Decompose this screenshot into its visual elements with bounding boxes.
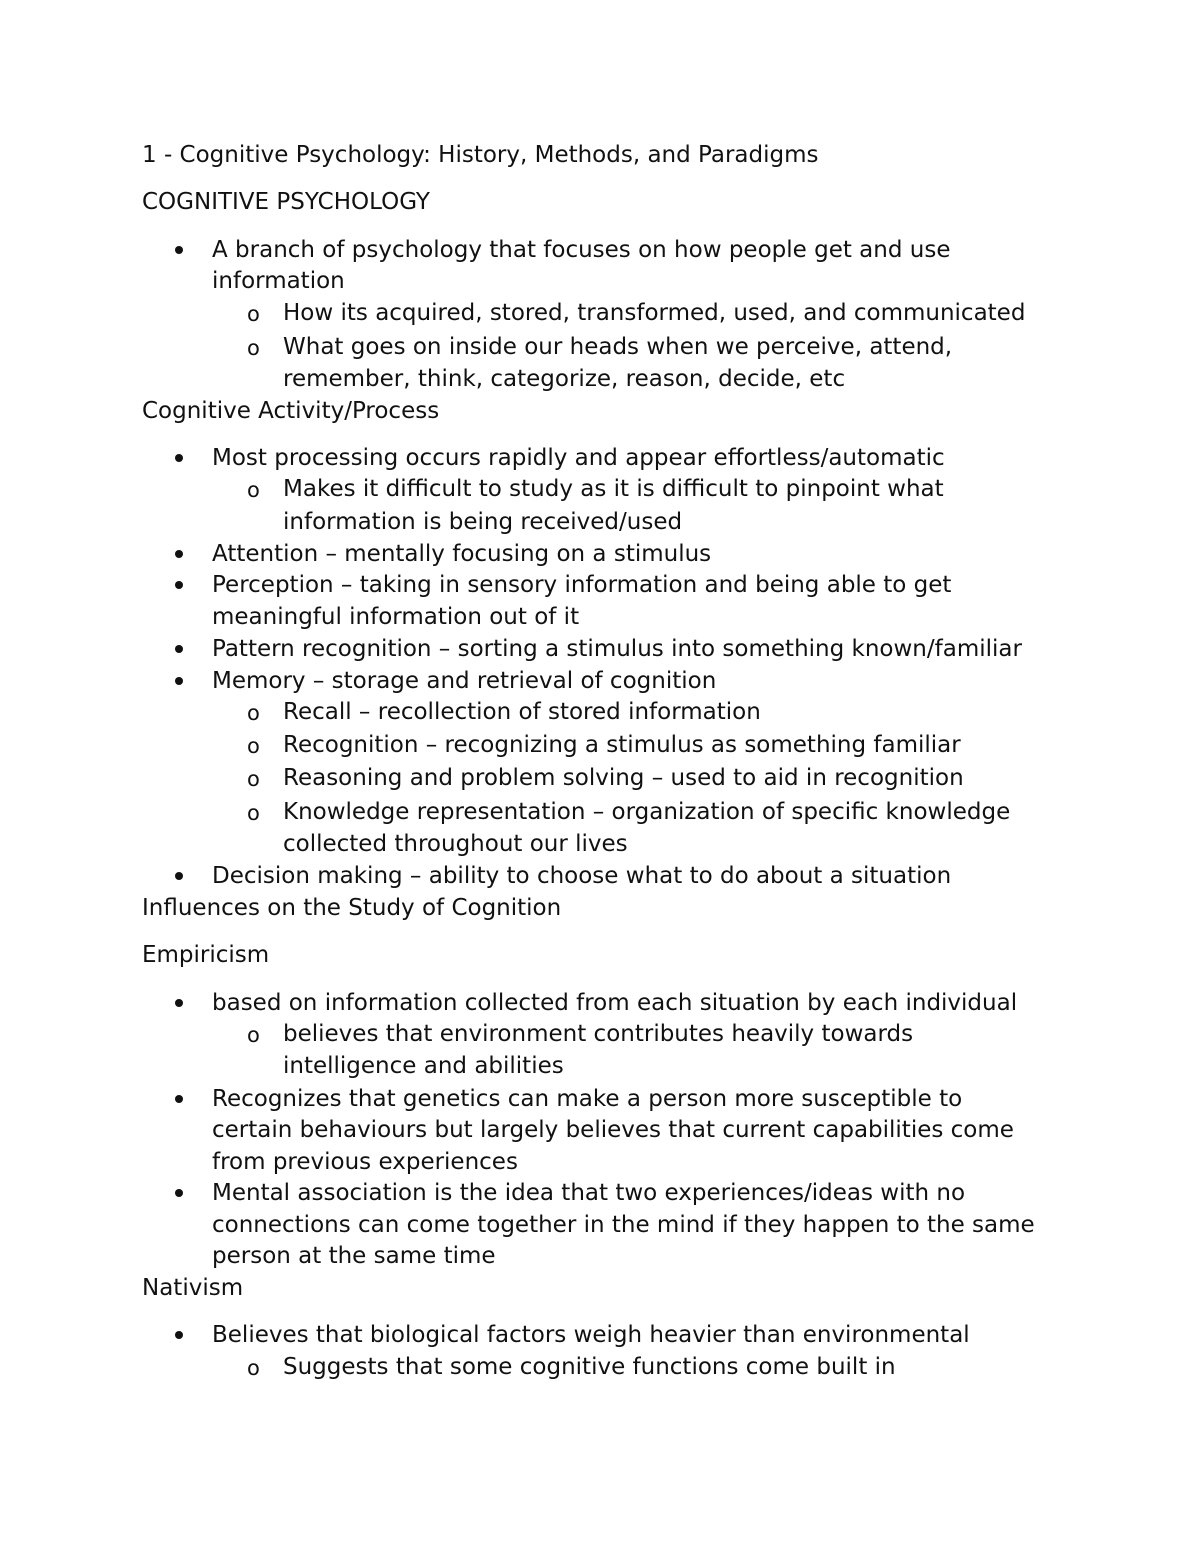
sub-bullet-circle-icon: o <box>247 336 260 360</box>
bullet-line: Attention – mentally focusing on a stimulus <box>212 541 712 567</box>
sub-bullet-line: Recall – recollection of stored information <box>283 699 761 725</box>
sub-bullet-line: believes that environment contributes heavily towards <box>283 1021 914 1047</box>
bullet-line: Most processing occurs rapidly and appear effortless/automatic <box>212 445 945 471</box>
sub-bullet-line: Suggests that some cognitive functions come built in <box>283 1354 896 1380</box>
sub-bullet-line: How its acquired, stored, transformed, used, and communicated <box>283 300 1026 326</box>
section-heading-cognitive-psychology: COGNITIVE PSYCHOLOGY <box>142 189 430 215</box>
bullet-line: Memory – storage and retrieval of cognition <box>212 668 717 694</box>
page-title: 1 - Cognitive Psychology: History, Methods, and Paradigms <box>142 142 819 168</box>
bullet-line: connections can come together in the mind if they happen to the same <box>212 1212 1035 1238</box>
bullet-dot-icon <box>175 999 183 1007</box>
bullet-dot-icon <box>175 550 183 558</box>
bullet-line: Pattern recognition – sorting a stimulus into something known/familiar <box>212 636 1022 662</box>
sub-bullet-line: What goes on inside our heads when we perceive, attend, <box>283 334 953 360</box>
bullet-dot-icon <box>175 454 183 462</box>
bullet-line: Recognizes that genetics can make a person more susceptible to <box>212 1086 963 1112</box>
sub-bullet-circle-icon: o <box>247 701 260 725</box>
bullet-line: Believes that biological factors weigh heavier than environmental <box>212 1322 970 1348</box>
sub-bullet-circle-icon: o <box>247 1356 260 1380</box>
sub-bullet-circle-icon: o <box>247 801 260 825</box>
sub-bullet-line: remember, think, categorize, reason, decide, etc <box>283 366 846 392</box>
bullet-line: based on information collected from each situation by each individual <box>212 990 1018 1016</box>
sub-bullet-line: collected throughout our lives <box>283 831 628 857</box>
bullet-dot-icon <box>175 1331 183 1339</box>
bullet-dot-icon <box>175 677 183 685</box>
section-heading-cognitive-activity: Cognitive Activity/Process <box>142 398 440 424</box>
bullet-line: information <box>212 268 345 294</box>
sub-bullet-circle-icon: o <box>247 734 260 758</box>
bullet-line: Mental association is the idea that two experiences/ideas with no <box>212 1180 966 1206</box>
section-heading-influences: Influences on the Study of Cognition <box>142 895 562 921</box>
bullet-dot-icon <box>175 1189 183 1197</box>
sub-bullet-circle-icon: o <box>247 1023 260 1047</box>
sub-bullet-line: Knowledge representation – organization of specific knowledge <box>283 799 1011 825</box>
bullet-line: Perception – taking in sensory information and being able to get <box>212 572 952 598</box>
sub-bullet-line: Reasoning and problem solving – used to aid in recognition <box>283 765 964 791</box>
sub-bullet-line: Makes it difficult to study as it is difficult to pinpoint what <box>283 476 944 502</box>
sub-bullet-circle-icon: o <box>247 767 260 791</box>
bullet-dot-icon <box>175 246 183 254</box>
bullet-dot-icon <box>175 1095 183 1103</box>
bullet-line: Decision making – ability to choose what to do about a situation <box>212 863 952 889</box>
bullet-dot-icon <box>175 581 183 589</box>
sub-bullet-line: intelligence and abilities <box>283 1053 564 1079</box>
sub-bullet-line: Recognition – recognizing a stimulus as something familiar <box>283 732 961 758</box>
bullet-line: A branch of psychology that focuses on how people get and use <box>212 237 951 263</box>
bullet-line: from previous experiences <box>212 1149 518 1175</box>
sub-bullet-circle-icon: o <box>247 302 260 326</box>
section-heading-nativism: Nativism <box>142 1275 244 1301</box>
bullet-dot-icon <box>175 645 183 653</box>
bullet-line: person at the same time <box>212 1243 496 1269</box>
bullet-dot-icon <box>175 872 183 880</box>
sub-bullet-line: information is being received/used <box>283 509 683 535</box>
section-heading-empiricism: Empiricism <box>142 942 270 968</box>
bullet-line: certain behaviours but largely believes that current capabilities come <box>212 1117 1014 1143</box>
sub-bullet-circle-icon: o <box>247 478 260 502</box>
bullet-line: meaningful information out of it <box>212 604 580 630</box>
